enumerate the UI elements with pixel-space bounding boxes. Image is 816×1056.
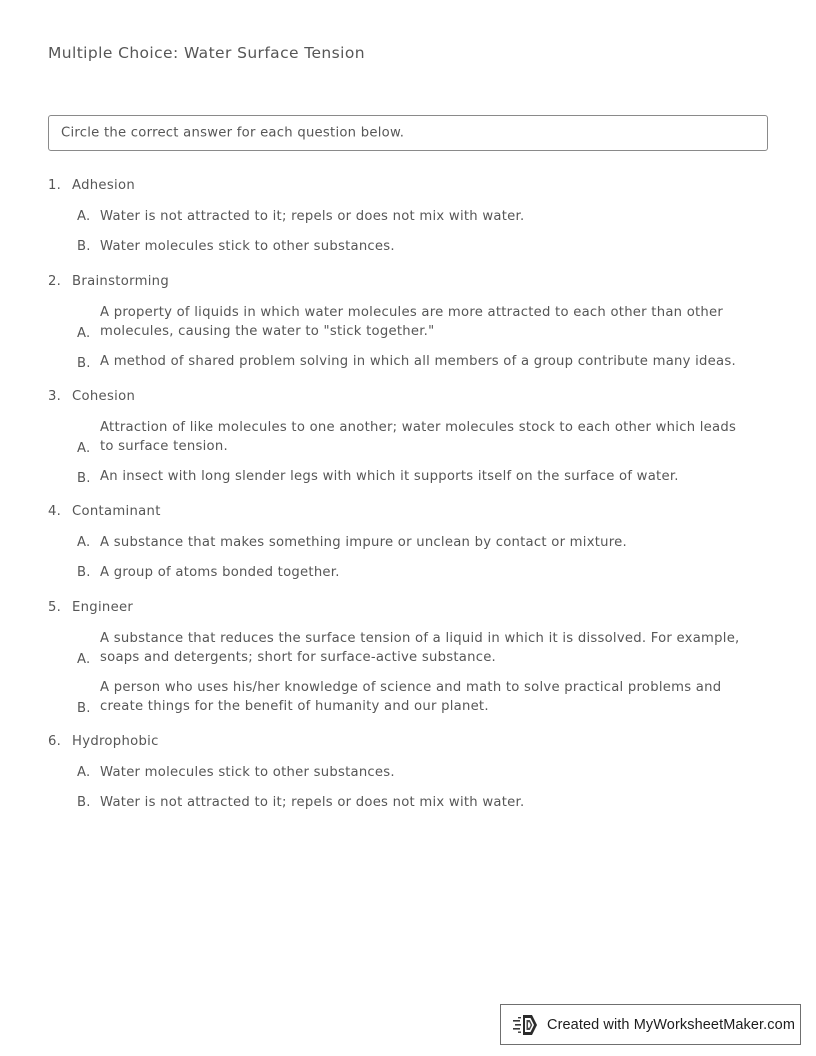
answer-option[interactable] [77, 629, 780, 667]
option-text: Water molecules stick to other substances. [100, 765, 395, 780]
answer-option[interactable] [77, 303, 780, 341]
question-number: 3. [48, 389, 61, 404]
answer-option[interactable] [77, 793, 780, 812]
instructions-box [48, 115, 768, 151]
answer-option[interactable] [77, 467, 780, 486]
question-header [48, 389, 780, 404]
question-header [48, 600, 780, 615]
question-header [48, 178, 780, 193]
answer-options [77, 303, 780, 371]
answer-option[interactable] [77, 763, 780, 782]
question-block [0, 734, 816, 812]
option-letter: A. [77, 209, 91, 224]
option-letter: B. [77, 701, 91, 716]
answer-option[interactable] [77, 207, 780, 226]
question-term: Contaminant [72, 504, 161, 519]
answer-options [77, 207, 780, 256]
option-letter: B. [77, 239, 91, 254]
option-text: Water is not attracted to it; repels or does not mix with water. [100, 795, 525, 810]
option-text: A substance that makes something impure or unclean by contact or mixture. [100, 535, 627, 550]
option-text: A group of atoms bonded together. [100, 565, 340, 580]
question-number: 5. [48, 600, 61, 615]
option-text: A property of liquids in which water molecules are more attracted to each other than other molecules, causing the water to "stick together." [100, 305, 724, 339]
option-text: A substance that reduces the surface tension of a liquid in which it is dissolved. For example, soaps and detergents; short for surface-active substance. [100, 631, 740, 665]
option-text: A method of shared problem solving in which all members of a group contribute many ideas. [100, 354, 736, 369]
question-header [48, 274, 780, 289]
question-term: Adhesion [72, 178, 135, 193]
question-number: 4. [48, 504, 61, 519]
option-letter: B. [77, 471, 91, 486]
answer-options [77, 763, 780, 812]
footer-badge[interactable] [500, 1004, 801, 1045]
option-text: Water molecules stick to other substances. [100, 239, 395, 254]
answer-option[interactable] [77, 533, 780, 552]
answer-options [77, 533, 780, 582]
question-block [0, 178, 816, 256]
question-term: Hydrophobic [72, 734, 159, 749]
answer-option[interactable] [77, 352, 780, 371]
footer-badge-label: Created with MyWorksheetMaker.com [547, 1016, 796, 1033]
option-letter: A. [77, 441, 91, 456]
option-letter: A. [77, 765, 91, 780]
answer-option[interactable] [77, 237, 780, 256]
option-text: Water is not attracted to it; repels or does not mix with water. [100, 209, 525, 224]
answer-option[interactable] [77, 563, 780, 582]
worksheet-maker-logo-icon [513, 1013, 539, 1037]
question-block [0, 274, 816, 371]
option-text: A person who uses his/her knowledge of science and math to solve practical problems and create things for the benefit of humanity and our planet. [100, 680, 722, 714]
instructions-text: Circle the correct answer for each question below. [61, 125, 405, 141]
option-letter: B. [77, 356, 91, 371]
question-number: 6. [48, 734, 61, 749]
page-title: Multiple Choice: Water Surface Tension [48, 44, 365, 62]
answer-options [77, 418, 780, 486]
question-term: Brainstorming [72, 274, 170, 289]
answer-option[interactable] [77, 678, 780, 716]
question-block [0, 600, 816, 716]
question-term: Engineer [72, 600, 134, 615]
option-letter: B. [77, 795, 91, 810]
question-block [0, 504, 816, 582]
question-header [48, 734, 780, 749]
option-letter: A. [77, 652, 91, 667]
option-text: An insect with long slender legs with which it supports itself on the surface of water. [100, 469, 679, 484]
question-block [0, 389, 816, 486]
question-header [48, 504, 780, 519]
option-letter: A. [77, 535, 91, 550]
question-number: 1. [48, 178, 61, 193]
option-letter: B. [77, 565, 91, 580]
question-number: 2. [48, 274, 61, 289]
option-text: Attraction of like molecules to one another; water molecules stock to each other which leads to surface tension. [100, 420, 737, 454]
answer-option[interactable] [77, 418, 780, 456]
answer-options [77, 629, 780, 716]
questions-list [0, 178, 816, 830]
question-term: Cohesion [72, 389, 136, 404]
option-letter: A. [77, 326, 91, 341]
